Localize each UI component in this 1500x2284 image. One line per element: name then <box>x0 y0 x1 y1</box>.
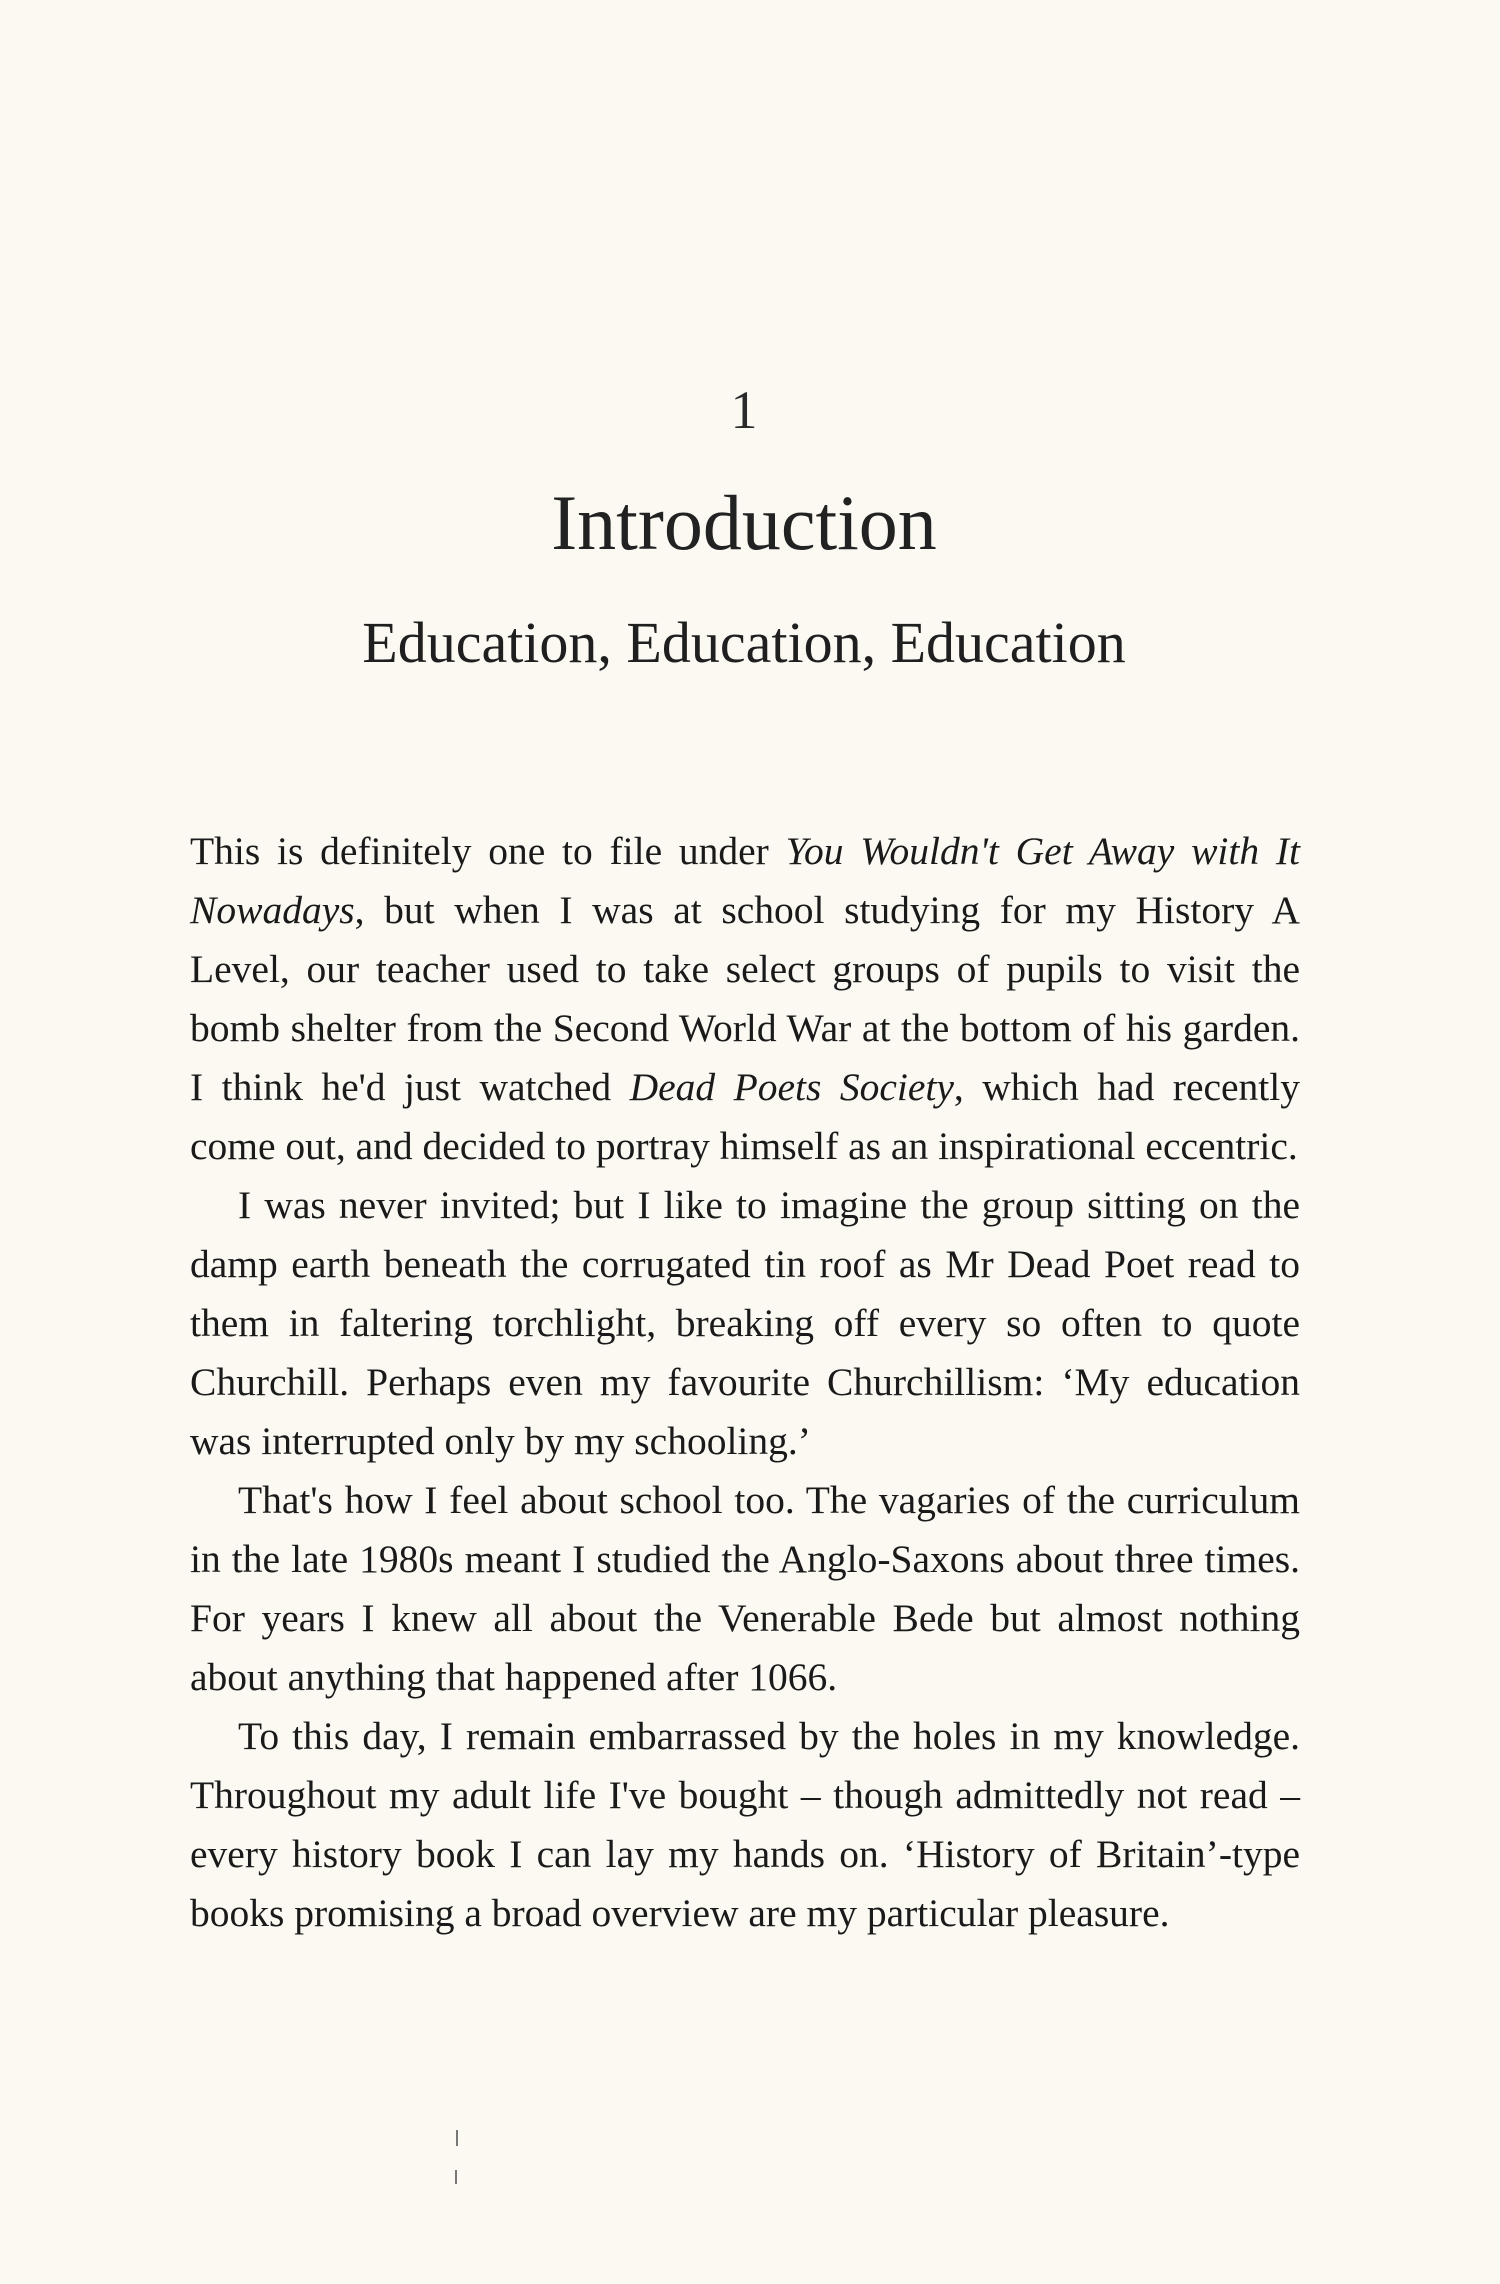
paragraph-1-text-b: , but when I was at school studying for my History A Level, our teacher used to take select groups of pupils to visit the bomb shelter from the Second World War at the bottom of his garden. I think he'd just watched <box>190 888 1300 1109</box>
body-text <box>190 822 1300 1943</box>
italic-title-you-wouldnt: You Wouldn't Get Away with It Nowadays <box>190 829 1301 932</box>
paragraph-4: To this day, I remain embarrassed by the holes in my knowledge. Throughout my adult life I've bought – though admittedly not read – every history book I can lay my hands on. ‘History of Britain’-type books promising a broad overview are my particular pleasure. <box>190 1714 1300 1935</box>
chapter-number: 1 <box>730 380 758 440</box>
paragraph-2: I was never invited; but I like to imagine the group sitting on the damp earth beneath the corrugated tin roof as Mr Dead Poet read to them in faltering torchlight, breaking off every so often to quote Churchill. Perhaps even my favourite Churchillism: ‘My education was interrupted only by my schooling.’ <box>190 1183 1300 1463</box>
paragraph-3: That's how I feel about school too. The vagaries of the curriculum in the late 1980s meant I studied the Anglo-Saxons about three times. For years I knew all about the Venerable Bede but almost nothing about anything that happened after 1066. <box>190 1478 1300 1699</box>
scan-mark <box>455 2170 457 2184</box>
paragraph-1-text-c: , which had recently come out, and decided to portray himself as an inspirational eccentric. <box>190 1065 1301 1168</box>
chapter-title: Introduction <box>551 479 937 566</box>
scan-mark <box>456 2130 458 2146</box>
chapter-subtitle: Education, Education, Education <box>362 610 1126 675</box>
paragraph-1 <box>190 822 1300 1176</box>
italic-title-dead-poets: Dead Poets Society <box>629 1065 954 1109</box>
paragraph-1-text-a: This is definitely one to file under <box>190 829 786 873</box>
